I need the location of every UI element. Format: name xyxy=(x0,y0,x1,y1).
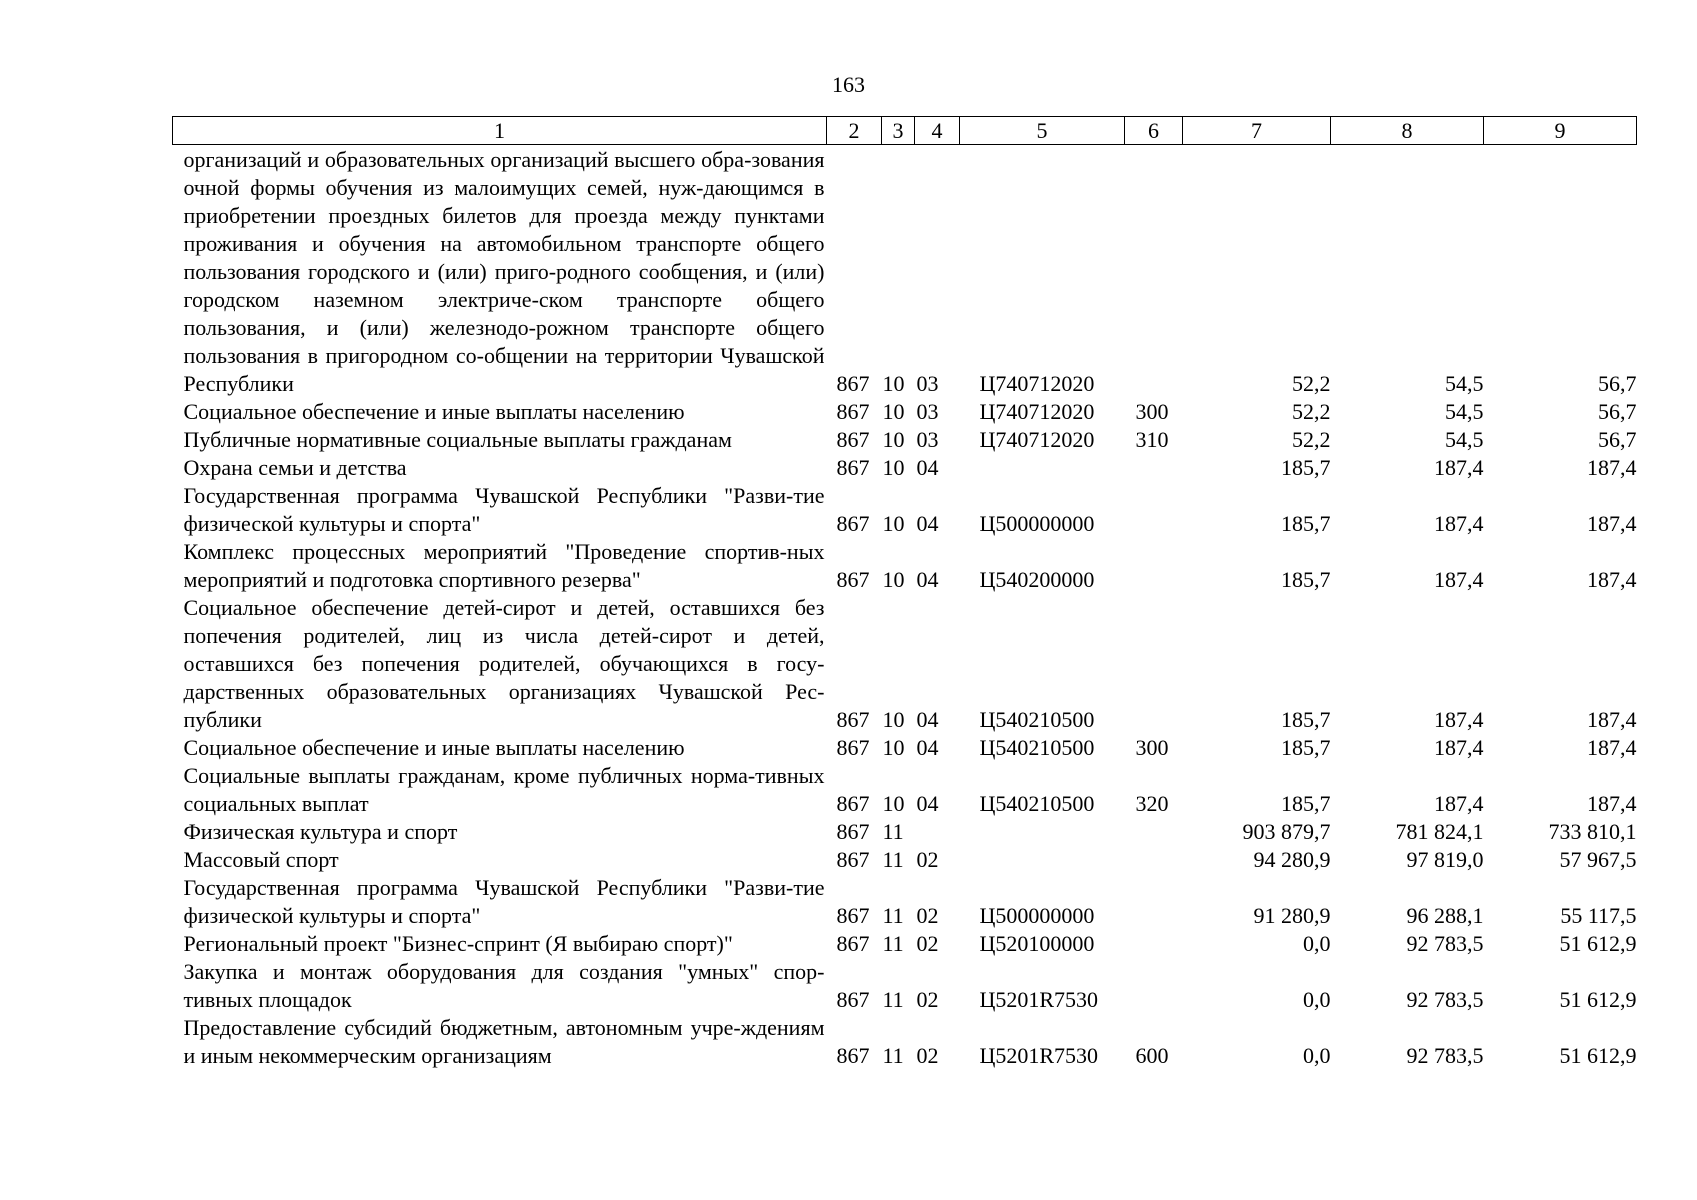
subsection-code: 04 xyxy=(916,511,939,536)
row-name: Социальное обеспечение и иные выплаты населению xyxy=(183,399,685,424)
target-article-code xyxy=(960,846,1125,874)
expense-type-code xyxy=(1125,594,1183,734)
column-header-3: 3 xyxy=(882,117,915,145)
section-code: 10 xyxy=(882,707,905,732)
amount-col-8: 187,4 xyxy=(1434,791,1484,816)
target-article-code xyxy=(960,454,1125,482)
row-name: Комплекс процессных мероприятий "Проведение спортив-ных мероприятий и подготовка спортивного резерва" xyxy=(183,539,825,592)
section-code: 11 xyxy=(882,931,904,956)
subsection-code: 04 xyxy=(916,455,939,480)
amount-col-8: 96 288,1 xyxy=(1406,903,1484,928)
amount-col-8: 187,4 xyxy=(1434,735,1484,760)
page-number: 163 xyxy=(832,72,865,97)
subsection-code: 04 xyxy=(916,791,939,816)
table-row xyxy=(173,762,1637,818)
admin-code: 867 xyxy=(836,399,870,424)
column-header-6: 6 xyxy=(1125,117,1183,145)
amount-col-7: 185,7 xyxy=(1281,511,1331,536)
row-name: Социальные выплаты гражданам, кроме публичных норма-тивных социальных выплат xyxy=(183,763,825,816)
row-name: Массовый спорт xyxy=(183,847,339,872)
row-name: организаций и образовательных организаций высшего обра-зования очной формы обучения из малоимущих семей, нуж-дающимся в приобретении проездных билетов для проезда между пунктами проживания и обучения на автомобильном транспорте общего пользования городского и (или) приго-родного сообщения, и (или) городском наземном электриче-ском транспорте общего пользования, и (или) железнодо-рожном транспорте общего пользования в пригородном со-общении на территории Чувашской Республики xyxy=(183,147,825,396)
table-row xyxy=(173,594,1637,734)
amount-col-7: 91 280,9 xyxy=(1253,903,1331,928)
amount-col-8: 187,4 xyxy=(1434,511,1484,536)
subsection-code: 04 xyxy=(916,735,939,760)
amount-col-7: 185,7 xyxy=(1281,455,1331,480)
row-name: Региональный проект "Бизнес-спринт (Я выбираю спорт)" xyxy=(183,931,733,956)
admin-code: 867 xyxy=(836,847,870,872)
table-row xyxy=(173,398,1637,426)
target-article-code: Ц740712020 xyxy=(979,427,1095,452)
table-row xyxy=(173,426,1637,454)
row-name: Государственная программа Чувашской Республики "Разви-тие физической культуры и спорта" xyxy=(183,875,825,928)
table-row xyxy=(173,734,1637,762)
amount-col-7: 94 280,9 xyxy=(1253,847,1331,872)
section-code: 10 xyxy=(882,455,905,480)
amount-col-7: 0,0 xyxy=(1303,1043,1331,1068)
subsection-code: 04 xyxy=(916,707,939,732)
table-row xyxy=(173,538,1637,594)
amount-col-9: 56,7 xyxy=(1598,399,1637,424)
target-article-code: Ц540210500 xyxy=(979,791,1095,816)
expense-type-code xyxy=(1125,958,1183,1014)
amount-col-7: 52,2 xyxy=(1292,427,1331,452)
table-row xyxy=(173,930,1637,958)
row-name: Охрана семьи и детства xyxy=(183,455,407,480)
amount-col-7: 185,7 xyxy=(1281,735,1331,760)
row-name: Государственная программа Чувашской Республики "Разви-тие физической культуры и спорта" xyxy=(183,483,825,536)
table-row xyxy=(173,482,1637,538)
expense-type-code: 320 xyxy=(1135,791,1169,816)
expense-type-code xyxy=(1125,145,1183,399)
amount-col-9: 51 612,9 xyxy=(1559,931,1637,956)
admin-code: 867 xyxy=(836,567,870,592)
target-article-code xyxy=(960,818,1125,846)
admin-code: 867 xyxy=(836,1043,870,1068)
section-code: 10 xyxy=(882,511,905,536)
expense-type-code: 300 xyxy=(1135,399,1169,424)
expense-type-code: 300 xyxy=(1135,735,1169,760)
amount-col-8: 54,5 xyxy=(1445,399,1484,424)
amount-col-9: 56,7 xyxy=(1598,427,1637,452)
table-row xyxy=(173,846,1637,874)
amount-col-8: 187,4 xyxy=(1434,707,1484,732)
column-header-4: 4 xyxy=(915,117,960,145)
amount-col-7: 0,0 xyxy=(1303,931,1331,956)
row-name: Предоставление субсидий бюджетным, автономным учре-ждениям и иным некоммерческим организациям xyxy=(183,1015,825,1068)
amount-col-8: 187,4 xyxy=(1434,455,1484,480)
expense-type-code xyxy=(1125,454,1183,482)
column-header-8: 8 xyxy=(1331,117,1484,145)
subsection-code: 04 xyxy=(916,567,939,592)
amount-col-9: 187,4 xyxy=(1587,735,1637,760)
amount-col-8: 781 824,1 xyxy=(1395,819,1484,844)
subsection-code: 02 xyxy=(916,903,939,928)
expense-type-code xyxy=(1125,482,1183,538)
target-article-code: Ц540210500 xyxy=(979,707,1095,732)
header-row xyxy=(173,117,1637,145)
expense-type-code xyxy=(1125,538,1183,594)
table-row xyxy=(173,454,1637,482)
target-article-code: Ц500000000 xyxy=(979,903,1095,928)
expense-type-code: 600 xyxy=(1135,1043,1169,1068)
subsection-code xyxy=(915,818,960,846)
amount-col-8: 97 819,0 xyxy=(1406,847,1484,872)
section-code: 11 xyxy=(882,819,904,844)
section-code: 10 xyxy=(882,567,905,592)
amount-col-7: 0,0 xyxy=(1303,987,1331,1012)
row-name: Физическая культура и спорт xyxy=(183,819,458,844)
admin-code: 867 xyxy=(836,903,870,928)
budget-table xyxy=(172,116,1637,1070)
table-body xyxy=(173,145,1637,1071)
amount-col-9: 56,7 xyxy=(1598,371,1637,396)
admin-code: 867 xyxy=(836,735,870,760)
row-name: Социальное обеспечение детей-сирот и детей, оставшихся без попечения родителей, лиц из числа детей-сирот и детей, оставшихся без попечения родителей, обучающихся в госу-дарственных образовательных организациях Чувашской Рес-публики xyxy=(183,595,825,732)
section-code: 11 xyxy=(882,903,904,928)
amount-col-7: 185,7 xyxy=(1281,791,1331,816)
section-code: 10 xyxy=(882,791,905,816)
amount-col-7: 185,7 xyxy=(1281,707,1331,732)
subsection-code: 02 xyxy=(916,987,939,1012)
amount-col-9: 187,4 xyxy=(1587,511,1637,536)
section-code: 10 xyxy=(882,399,905,424)
subsection-code: 02 xyxy=(916,847,939,872)
amount-col-7: 52,2 xyxy=(1292,371,1331,396)
row-name: Публичные нормативные социальные выплаты гражданам xyxy=(183,427,732,452)
amount-col-7: 52,2 xyxy=(1292,399,1331,424)
amount-col-7: 903 879,7 xyxy=(1242,819,1331,844)
amount-col-9: 733 810,1 xyxy=(1548,819,1637,844)
section-code: 11 xyxy=(882,987,904,1012)
target-article-code: Ц520100000 xyxy=(979,931,1095,956)
amount-col-8: 92 783,5 xyxy=(1406,1043,1484,1068)
target-article-code: Ц740712020 xyxy=(979,399,1095,424)
subsection-code: 02 xyxy=(916,1043,939,1068)
subsection-code: 03 xyxy=(916,427,939,452)
expense-type-code xyxy=(1125,818,1183,846)
amount-col-7: 185,7 xyxy=(1281,567,1331,592)
column-header-5: 5 xyxy=(960,117,1125,145)
section-code: 10 xyxy=(882,735,905,760)
amount-col-9: 187,4 xyxy=(1587,707,1637,732)
admin-code: 867 xyxy=(836,791,870,816)
amount-col-9: 187,4 xyxy=(1587,455,1637,480)
target-article-code: Ц500000000 xyxy=(979,511,1095,536)
table-row xyxy=(173,958,1637,1014)
section-code: 11 xyxy=(882,847,904,872)
admin-code: 867 xyxy=(836,819,870,844)
admin-code: 867 xyxy=(836,427,870,452)
expense-type-code: 310 xyxy=(1135,427,1169,452)
column-header-9: 9 xyxy=(1484,117,1637,145)
admin-code: 867 xyxy=(836,931,870,956)
row-name: Закупка и монтаж оборудования для создания "умных" спор-тивных площадок xyxy=(183,959,825,1012)
expense-type-code xyxy=(1125,930,1183,958)
amount-col-8: 54,5 xyxy=(1445,371,1484,396)
target-article-code: Ц540200000 xyxy=(979,567,1095,592)
section-code: 10 xyxy=(882,371,905,396)
table-row xyxy=(173,1014,1637,1070)
column-header-2: 2 xyxy=(827,117,882,145)
table-row xyxy=(173,874,1637,930)
amount-col-9: 51 612,9 xyxy=(1559,1043,1637,1068)
subsection-code: 03 xyxy=(916,371,939,396)
amount-col-9: 187,4 xyxy=(1587,791,1637,816)
amount-col-9: 57 967,5 xyxy=(1559,847,1637,872)
expense-type-code xyxy=(1125,874,1183,930)
amount-col-9: 51 612,9 xyxy=(1559,987,1637,1012)
admin-code: 867 xyxy=(836,371,870,396)
table-row xyxy=(173,818,1637,846)
table-row xyxy=(173,145,1637,399)
admin-code: 867 xyxy=(836,707,870,732)
admin-code: 867 xyxy=(836,511,870,536)
section-code: 10 xyxy=(882,427,905,452)
column-header-1: 1 xyxy=(173,117,827,145)
amount-col-9: 55 117,5 xyxy=(1560,903,1637,928)
amount-col-8: 92 783,5 xyxy=(1406,931,1484,956)
target-article-code: Ц5201R7530 xyxy=(979,1043,1099,1068)
column-header-7: 7 xyxy=(1183,117,1331,145)
amount-col-9: 187,4 xyxy=(1587,567,1637,592)
target-article-code: Ц540210500 xyxy=(979,735,1095,760)
section-code: 11 xyxy=(882,1043,904,1068)
admin-code: 867 xyxy=(836,455,870,480)
admin-code: 867 xyxy=(836,987,870,1012)
amount-col-8: 187,4 xyxy=(1434,567,1484,592)
target-article-code: Ц740712020 xyxy=(979,371,1095,396)
target-article-code: Ц5201R7530 xyxy=(979,987,1099,1012)
table-header xyxy=(173,117,1637,145)
amount-col-8: 92 783,5 xyxy=(1406,987,1484,1012)
row-name: Социальное обеспечение и иные выплаты населению xyxy=(183,735,685,760)
amount-col-8: 54,5 xyxy=(1445,427,1484,452)
expense-type-code xyxy=(1125,846,1183,874)
subsection-code: 02 xyxy=(916,931,939,956)
subsection-code: 03 xyxy=(916,399,939,424)
